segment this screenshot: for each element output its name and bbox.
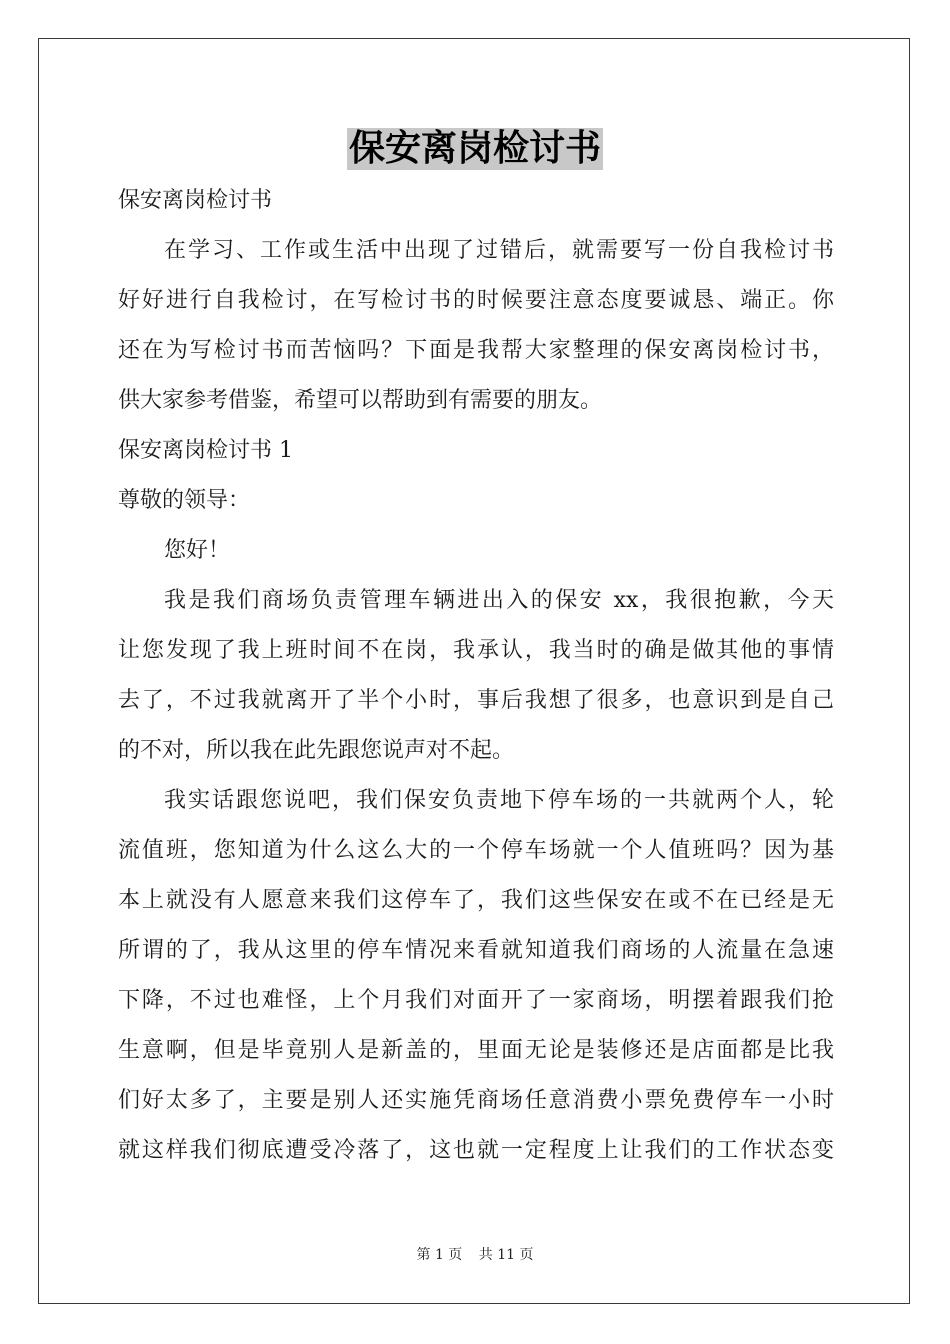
salutation: 尊敬的领导： <box>118 488 251 513</box>
paragraph2-line: 流值班，您知道为什么这么大的一个停车场就一个人值班吗？因为基 <box>118 838 834 863</box>
paragraph1-line: 的不对，所以我在此先跟您说声对不起。 <box>118 738 515 763</box>
page-total: 共 11 页 <box>478 1247 534 1263</box>
paragraph2-line: 就这样我们彻底遭受冷落了，这也就一定程度上让我们的工作状态变 <box>118 1138 834 1163</box>
document-title: 保安离岗检讨书 <box>348 128 601 169</box>
paragraph2-line: 生意啊，但是毕竟别人是新盖的，里面无论是装修还是店面都是比我 <box>118 1038 834 1063</box>
intro-line: 还在为写检讨书而苦恼吗？下面是我帮大家整理的保安离岗检讨书， <box>118 338 834 363</box>
page-footer <box>0 1244 950 1264</box>
intro-line: 在学习、工作或生活中出现了过错后，就需要写一份自我检讨书 <box>164 238 834 263</box>
paragraph2-line: 本上就没有人愿意来我们这停车了，我们这些保安在或不在已经是无 <box>118 888 834 913</box>
paragraph2-line: 下降，不过也难怪，上个月我们对面开了一家商场，明摆着跟我们抢 <box>118 988 834 1013</box>
page-number: 第 1 页 <box>416 1247 463 1263</box>
paragraph2-line: 所谓的了，我从这里的停车情况来看就知道我们商场的人流量在急速 <box>118 938 834 963</box>
paragraph1-line: 我是我们商场负责管理车辆进出入的保安 xx，我很抱歉，今天 <box>164 588 834 613</box>
paragraph2-line: 们好太多了，主要是别人还实施凭商场任意消费小票免费停车一小时 <box>118 1088 834 1113</box>
greeting: 您好！ <box>164 538 231 563</box>
intro-line: 供大家参考借鉴，希望可以帮助到有需要的朋友。 <box>118 388 603 413</box>
paragraph1-line: 去了，不过我就离开了半个小时，事后我想了很多，也意识到是自己 <box>118 688 834 713</box>
intro-line: 好好进行自我检讨，在写检讨书的时候要注意态度要诚恳、端正。你 <box>118 288 834 313</box>
paragraph1-line: 让您发现了我上班时间不在岗，我承认，我当时的确是做其他的事情 <box>118 638 834 663</box>
title-container <box>0 128 950 170</box>
document-body <box>118 176 834 1176</box>
document-subtitle: 保安离岗检讨书 <box>118 188 273 213</box>
section-heading: 保安离岗检讨书 1 <box>118 438 293 463</box>
paragraph2-line: 我实话跟您说吧，我们保安负责地下停车场的一共就两个人，轮 <box>164 788 834 813</box>
